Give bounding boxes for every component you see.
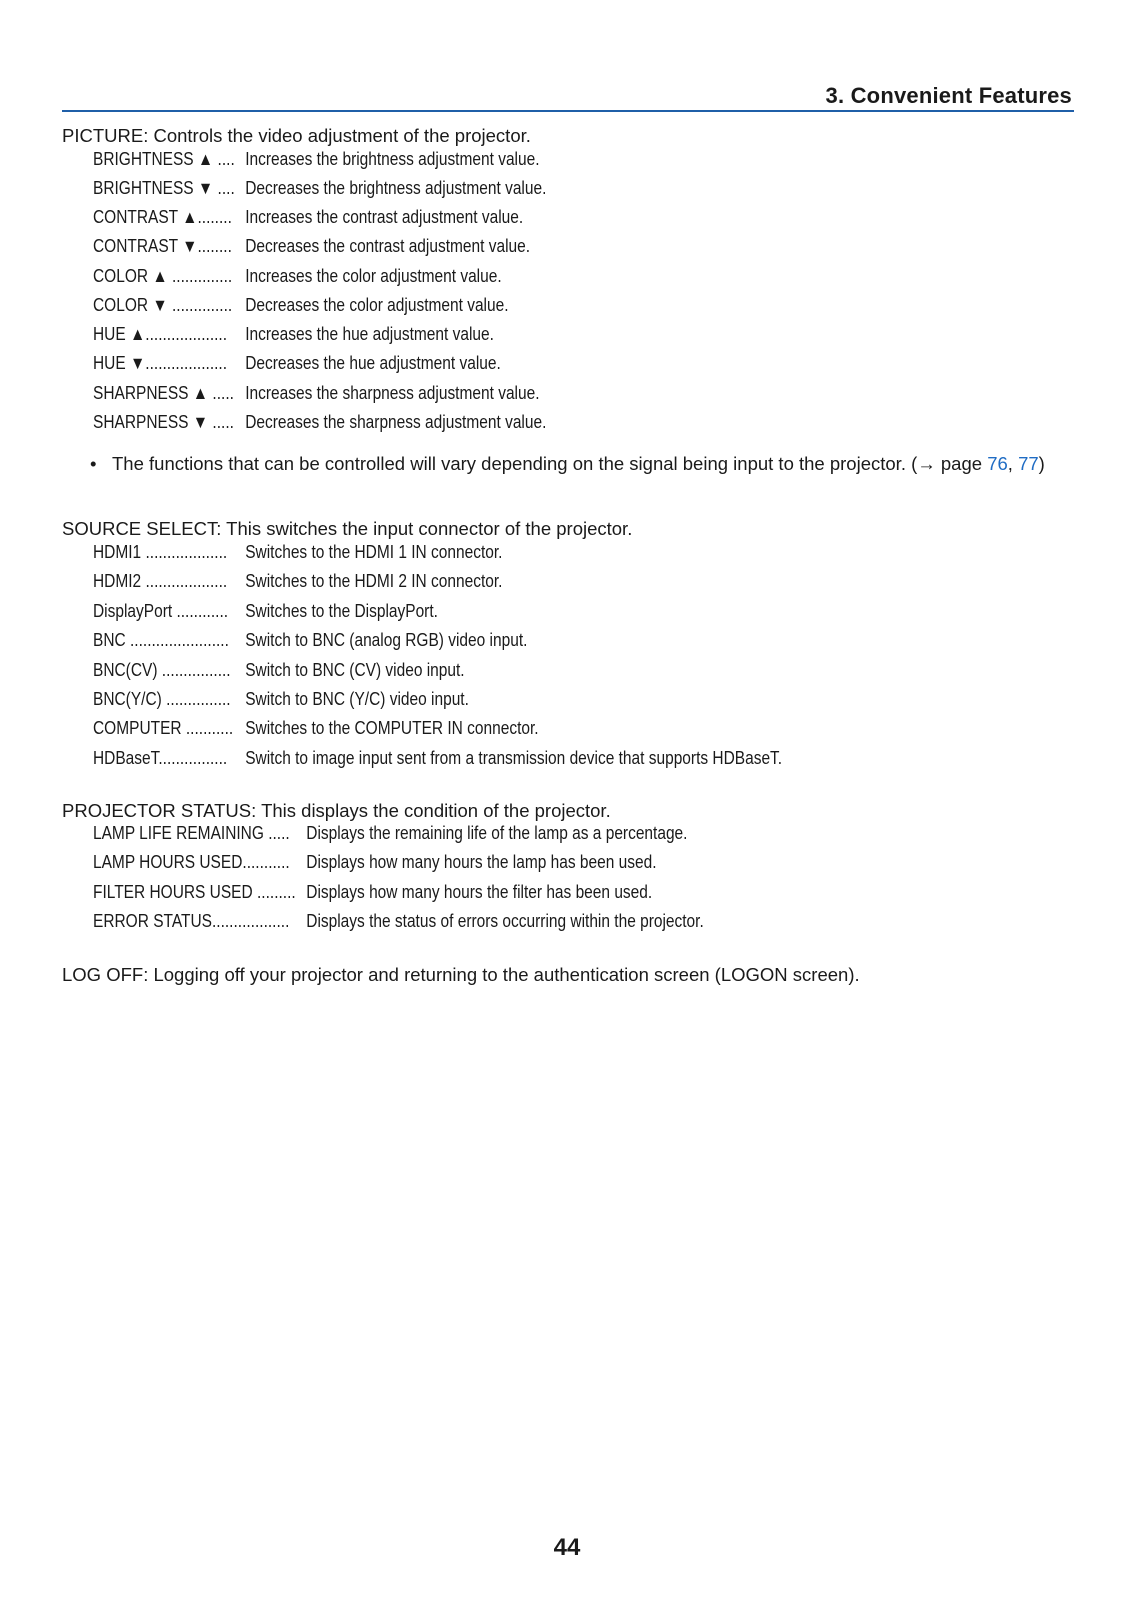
page-link-77[interactable]: 77 xyxy=(1018,453,1039,474)
source-item-term: BNC(CV) ................ xyxy=(93,660,231,680)
source-item-desc: Switch to image input sent from a transmission device that supports HDBaseT. xyxy=(245,748,783,768)
picture-item xyxy=(93,409,547,435)
picture-item-desc: Decreases the hue adjustment value. xyxy=(245,353,501,373)
picture-item-desc: Decreases the contrast adjustment value. xyxy=(245,236,531,256)
status-item-desc: Displays how many hours the filter has been used. xyxy=(306,882,653,902)
note-separator: , xyxy=(1007,453,1019,474)
picture-item xyxy=(93,263,502,289)
source-item xyxy=(93,715,539,741)
status-item-desc: Displays the remaining life of the lamp as a percentage. xyxy=(306,823,688,843)
status-item-desc: Displays the status of errors occurring within the projector. xyxy=(306,911,704,931)
header-rule xyxy=(62,110,1074,112)
source-item xyxy=(93,598,438,624)
source-item-desc: Switch to BNC (analog RGB) video input. xyxy=(245,630,528,650)
source-item-desc: Switches to the COMPUTER IN connector. xyxy=(245,718,539,738)
status-item-term: FILTER HOURS USED ......... xyxy=(93,882,296,902)
source-item xyxy=(93,539,503,565)
picture-heading: PICTURE: Controls the video adjustment of the projector. xyxy=(62,125,531,146)
picture-item-desc: Decreases the brightness adjustment value. xyxy=(245,178,547,198)
picture-item-term: HUE ▼................... xyxy=(93,353,228,373)
picture-item-term: BRIGHTNESS ▲ .... xyxy=(93,149,235,169)
page-number: 44 xyxy=(553,1534,581,1561)
picture-item-term: CONTRAST ▼........ xyxy=(93,236,232,256)
source-item xyxy=(93,568,503,594)
source-item-term: BNC(Y/C) ............... xyxy=(93,689,231,709)
picture-item-term: SHARPNESS ▼ ..... xyxy=(93,412,234,432)
source-item xyxy=(93,627,528,653)
picture-item-term: BRIGHTNESS ▼ .... xyxy=(93,178,235,198)
picture-item-desc: Increases the contrast adjustment value. xyxy=(245,207,524,227)
bullet-dot: • xyxy=(90,453,97,474)
page-link-76[interactable]: 76 xyxy=(987,453,1008,474)
status-item xyxy=(93,908,704,934)
picture-item-term: COLOR ▼ .............. xyxy=(93,295,233,315)
status-item-desc: Displays how many hours the lamp has been used. xyxy=(306,852,657,872)
picture-item-term: COLOR ▲ .............. xyxy=(93,266,233,286)
picture-item-desc: Increases the hue adjustment value. xyxy=(245,324,494,344)
picture-item xyxy=(93,233,531,259)
page-header-title: 3. Convenient Features xyxy=(825,83,1072,108)
status-item xyxy=(93,849,657,875)
status-item xyxy=(93,879,653,905)
source-item xyxy=(93,657,465,683)
status-item-term: ERROR STATUS.................. xyxy=(93,911,290,931)
picture-item xyxy=(93,175,547,201)
source-item-desc: Switch to BNC (CV) video input. xyxy=(245,660,465,680)
picture-item xyxy=(93,292,509,318)
picture-item-desc: Increases the brightness adjustment value. xyxy=(245,149,540,169)
source-item-term: HDBaseT................ xyxy=(93,748,228,768)
picture-item xyxy=(93,380,540,406)
note-text: The functions that can be controlled will vary depending on the signal being input to the projector. (→ page xyxy=(112,453,988,474)
source-item-term: DisplayPort ............ xyxy=(93,601,229,621)
note-close: ) xyxy=(1038,453,1045,474)
picture-item xyxy=(93,204,524,230)
log-off-heading: LOG OFF: Logging off your projector and returning to the authentication screen (LOGON screen). xyxy=(62,964,860,985)
picture-item xyxy=(93,350,501,376)
status-item-term: LAMP HOURS USED........... xyxy=(93,852,290,872)
picture-item xyxy=(93,146,540,172)
note-text-block xyxy=(112,452,1072,476)
picture-item-desc: Increases the color adjustment value. xyxy=(245,266,502,286)
source-item-term: BNC ....................... xyxy=(93,630,229,650)
source-item-desc: Switches to the HDMI 1 IN connector. xyxy=(245,542,503,562)
source-item-desc: Switches to the DisplayPort. xyxy=(245,601,438,621)
picture-item-desc: Decreases the sharpness adjustment value. xyxy=(245,412,547,432)
source-select-heading: SOURCE SELECT: This switches the input connector of the projector. xyxy=(62,518,633,539)
source-item-term: HDMI1 ................... xyxy=(93,542,228,562)
picture-item-term: HUE ▲................... xyxy=(93,324,228,344)
picture-item-desc: Decreases the color adjustment value. xyxy=(245,295,509,315)
source-item-term: COMPUTER ........... xyxy=(93,718,234,738)
status-item xyxy=(93,820,688,846)
status-item-term: LAMP LIFE REMAINING ..... xyxy=(93,823,290,843)
source-item xyxy=(93,686,469,712)
picture-item-term: CONTRAST ▲........ xyxy=(93,207,232,227)
source-item xyxy=(93,745,783,771)
source-item-desc: Switches to the HDMI 2 IN connector. xyxy=(245,571,503,591)
projector-status-heading: PROJECTOR STATUS: This displays the condition of the projector. xyxy=(62,800,611,821)
picture-item-term: SHARPNESS ▲ ..... xyxy=(93,383,234,403)
picture-item-desc: Increases the sharpness adjustment value. xyxy=(245,383,540,403)
picture-item xyxy=(93,321,494,347)
source-item-term: HDMI2 ................... xyxy=(93,571,228,591)
source-item-desc: Switch to BNC (Y/C) video input. xyxy=(245,689,469,709)
